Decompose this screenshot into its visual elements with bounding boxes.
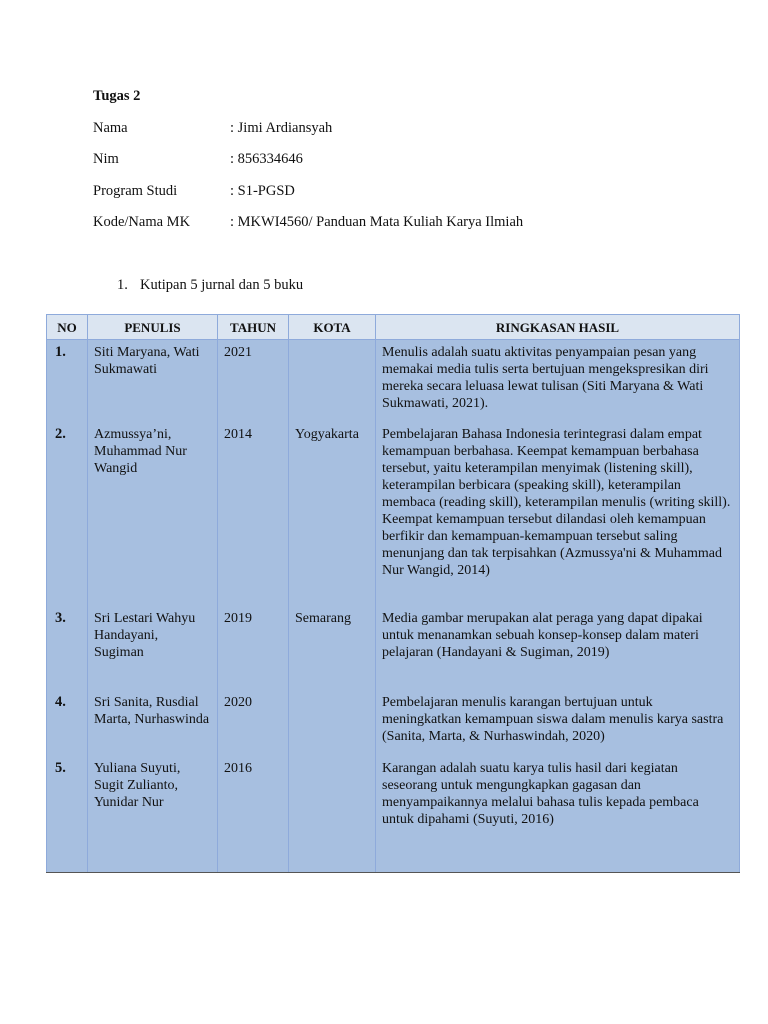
info-value-kode-mk: : MKWI4560/ Panduan Mata Kuliah Karya Ilmiah xyxy=(230,214,524,230)
cell-kota: Semarang xyxy=(289,610,376,694)
info-label-program-studi: Program Studi xyxy=(93,183,178,199)
cell-ringkasan: Menulis adalah suatu aktivitas penyampaian pesan yang memakai media tulis serta bertujuan mengekspresikan diri mereka secara leluasa lewat tulisan (Siti Maryana & Wati Sukmawati, 2021). xyxy=(376,340,740,427)
cell-tahun: 2019 xyxy=(218,610,289,694)
header-no: NO xyxy=(47,315,88,340)
cell-tahun: 2021 xyxy=(218,340,289,427)
cell-no: 3. xyxy=(47,610,88,694)
citation-table xyxy=(46,314,740,873)
table-row xyxy=(47,610,740,694)
table-row xyxy=(47,426,740,610)
numbered-list-item xyxy=(117,277,303,294)
info-row-kode-mk xyxy=(93,214,523,231)
cell-ringkasan: Pembelajaran menulis karangan bertujuan untuk meningkatkan kemampuan siswa dalam menulis karya sastra (Sanita, Marta, & Nurhaswindah, 2020) xyxy=(376,694,740,760)
info-label-nim: Nim xyxy=(93,151,119,167)
header-ringkasan: RINGKASAN HASIL xyxy=(376,315,740,340)
table-row xyxy=(47,760,740,873)
header-kota: KOTA xyxy=(289,315,376,340)
document-title: Tugas 2 xyxy=(93,88,141,104)
cell-ringkasan: Pembelajaran Bahasa Indonesia terintegrasi dalam empat kemampuan berbahasa. Keempat kemampuan berbahasa tersebut, yaitu keterampilan menyimak (listening skill), keterampilan berbicara (speaking skill), keterampilan membaca (reading skill), keterampilan menulis (writing skill). Keempat kemampuan tersebut dilandasi oleh kemampuan berfikir dan kemampuan-kemampuan tersebut saling menunjang dan tak terpisahkan (Azmussya'ni & Muhammad Nur Wangid, 2014) xyxy=(376,426,740,610)
info-row-program-studi xyxy=(93,183,295,200)
cell-no: 2. xyxy=(47,426,88,610)
table-row xyxy=(47,340,740,427)
cell-ringkasan: Media gambar merupakan alat peraga yang dapat dipakai untuk menanamkan sebuah konsep-konsep dalam materi pelajaran (Handayani & Sugiman, 2019) xyxy=(376,610,740,694)
list-item-text: Kutipan 5 jurnal dan 5 buku xyxy=(140,277,304,293)
table-row xyxy=(47,694,740,760)
cell-penulis: Sri Sanita, Rusdial Marta, Nurhaswinda xyxy=(88,694,218,760)
cell-no: 1. xyxy=(47,340,88,427)
cell-tahun: 2016 xyxy=(218,760,289,873)
cell-penulis: Siti Maryana, Wati Sukmawati xyxy=(88,340,218,427)
header-penulis: PENULIS xyxy=(88,315,218,340)
cell-kota: Yogyakarta xyxy=(289,426,376,610)
info-value-nama: : Jimi Ardiansyah xyxy=(230,120,333,136)
cell-kota xyxy=(289,340,376,427)
list-item-number: 1. xyxy=(117,277,128,293)
info-label-kode-mk: Kode/Nama MK xyxy=(93,214,191,230)
cell-tahun: 2020 xyxy=(218,694,289,760)
info-value-program-studi: : S1-PGSD xyxy=(230,183,295,199)
cell-kota xyxy=(289,760,376,873)
info-label-nama: Nama xyxy=(93,120,128,136)
cell-kota xyxy=(289,694,376,760)
info-row-nama xyxy=(93,120,332,137)
cell-ringkasan: Karangan adalah suatu karya tulis hasil dari kegiatan seseorang untuk mengungkapkan gagasan dan menyampaikannya melalui bahasa tulis kepada pembaca untuk dipahami (Suyuti, 2016) xyxy=(376,760,740,873)
cell-no: 4. xyxy=(47,694,88,760)
cell-penulis: Yuliana Suyuti, Sugit Zulianto, Yunidar Nur xyxy=(88,760,218,873)
header-tahun: TAHUN xyxy=(218,315,289,340)
info-row-nim xyxy=(93,151,303,168)
cell-penulis: Sri Lestari Wahyu Handayani, Sugiman xyxy=(88,610,218,694)
table-header-row xyxy=(47,315,740,340)
cell-no: 5. xyxy=(47,760,88,873)
cell-tahun: 2014 xyxy=(218,426,289,610)
cell-penulis: Azmussya’ni, Muhammad Nur Wangid xyxy=(88,426,218,610)
info-value-nim: : 856334646 xyxy=(230,151,303,167)
